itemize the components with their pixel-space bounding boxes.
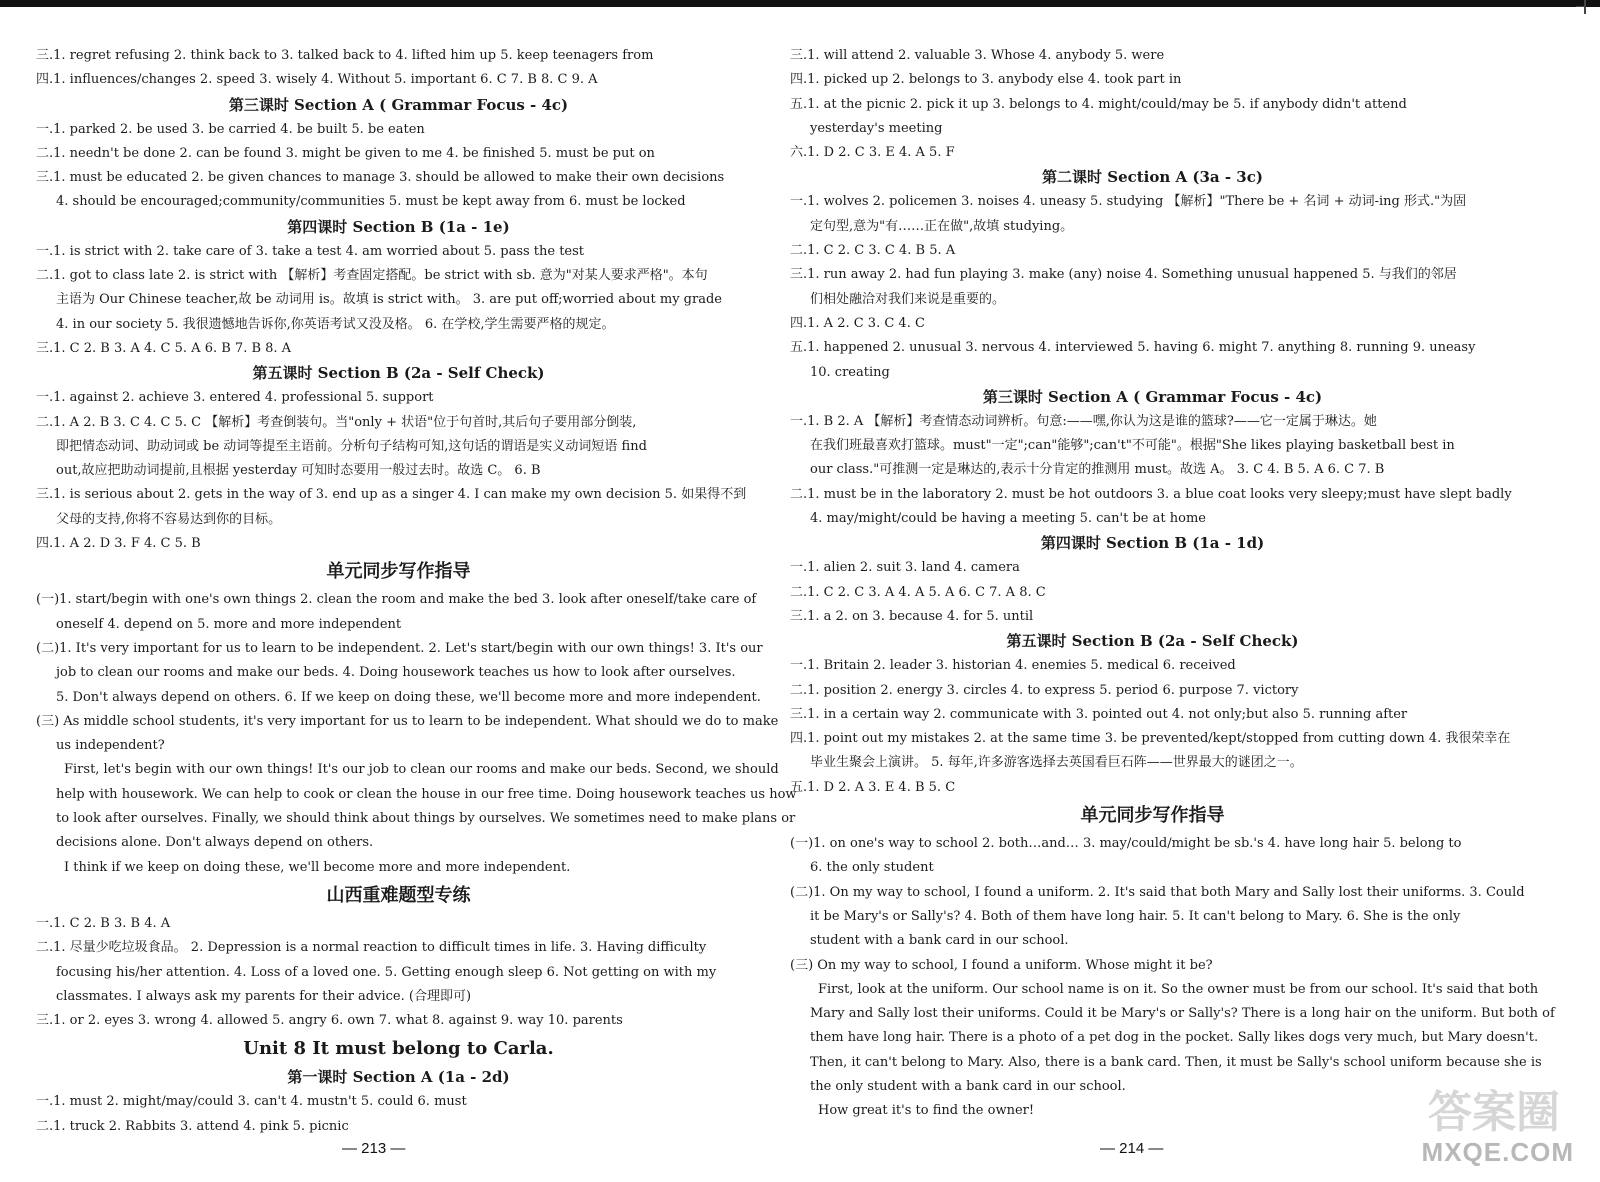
answer-line: 一.1. C 2. B 3. B 4. A — [36, 915, 171, 931]
answer-line: 4. should be encouraged;community/communities 5. must be kept away from 6. must be locked — [56, 194, 686, 210]
lesson-heading: 第四课时 Section B (1a - 1e) — [287, 217, 510, 236]
answer-line: them have long hair. There is a photo of a pet dog in the pocket. Sally likes dogs very much, but Mary doesn't. — [810, 1030, 1539, 1046]
answer-line: 六.1. D 2. C 3. E 4. A 5. F — [790, 145, 955, 161]
answer-line: decisions alone. Don't always depend on others. — [56, 835, 374, 851]
answer-line: 父母的支持,你将不容易达到你的目标。 — [56, 511, 282, 527]
answer-line: yesterday's meeting — [810, 120, 943, 136]
lesson-heading: 第四课时 Section B (1a - 1d) — [1040, 534, 1265, 553]
section-heading: Unit 8 It must belong to Carla. — [243, 1038, 554, 1060]
answer-line: 定句型,意为"有……正在做",故填 studying。 — [810, 218, 1074, 234]
answer-line: 四.1. influences/changes 2. speed 3. wisely 4. Without 5. important 6. C 7. B 8. C 9. A — [36, 72, 598, 88]
answer-line: 一.1. Britain 2. leader 3. historian 4. enemies 5. medical 6. received — [790, 658, 1236, 674]
answer-line: 一.1. wolves 2. policemen 3. noises 4. uneasy 5. studying 【解析】"There be + 名词 + 动词-ing 形式."为固 — [790, 194, 1467, 210]
answer-line: 二.1. C 2. C 3. A 4. A 5. A 6. C 7. A 8. C — [790, 584, 1046, 600]
answer-line: 即把情态动词、助动词或 be 动词等提至主语前。分析句子结构可知,这句话的谓语是实义动词短语 find — [56, 438, 647, 454]
answer-line: (三) As middle school students, it's very important for us to learn to be independent. What should we do to make — [36, 713, 779, 729]
answer-line: 5. Don't always depend on others. 6. If we keep on doing these, we'll become more and more independent. — [56, 689, 761, 705]
answer-line: it be Mary's or Sally's? 4. Both of them have long hair. 5. It can't belong to Mary. 6. She is the only — [810, 908, 1461, 924]
lesson-heading: 第五课时 Section B (2a - Self Check) — [1006, 632, 1299, 651]
answer-line: 10. creating — [810, 364, 890, 380]
section-heading: 山西重难题型专练 — [326, 884, 471, 906]
answer-line: job to clean our rooms and make our beds. 4. Doing housework teaches us how to look after ourselves. — [56, 665, 736, 681]
answer-line: 二.1. C 2. C 3. C 4. B 5. A — [790, 243, 956, 259]
answer-line: 4. may/might/could be having a meeting 5. can't be at home — [810, 511, 1206, 527]
answer-line: student with a bank card in our school. — [810, 933, 1069, 949]
answer-line: 一.1. alien 2. suit 3. land 4. camera — [790, 560, 1020, 576]
answer-line: classmates. I always ask my parents for their advice. (合理即可) — [56, 988, 472, 1004]
answer-line: 二.1. got to class late 2. is strict with 【解析】考查固定搭配。be strict with sb. 意为"对某人要求严格"。本句 — [36, 268, 708, 284]
answer-line: 6. the only student — [810, 860, 934, 876]
answer-line: 毕业生聚会上演讲。 5. 每年,许多游客选择去英国看巨石阵——世界最大的谜团之一。 — [810, 755, 1303, 771]
answer-line: (三) On my way to school, I found a uniform. Whose might it be? — [790, 957, 1213, 973]
answer-line: Then, it can't belong to Mary. Also, there is a bank card. Then, it must be Sally's school uniform because she is — [810, 1054, 1542, 1070]
answer-line: 三.1. C 2. B 3. A 4. C 5. A 6. B 7. B 8. A — [36, 340, 292, 356]
answer-line: 五.1. at the picnic 2. pick it up 3. belongs to 4. might/could/may be 5. if anybody didn't attend — [790, 96, 1407, 112]
answer-line: 一.1. must 2. might/may/could 3. can't 4. mustn't 5. could 6. must — [36, 1094, 467, 1110]
top-border — [0, 0, 1600, 7]
answer-line: 三.1. in a certain way 2. communicate with 3. pointed out 4. not only;but also 5. running after — [790, 706, 1408, 722]
left-page-column — [36, 44, 797, 1134]
answer-line: 一.1. is strict with 2. take care of 3. take a test 4. am worried about 5. pass the test — [36, 243, 585, 259]
answer-line: 一.1. B 2. A 【解析】考查情态动词辨析。句意:——嘿,你认为这是谁的篮球?——它一定属于琳达。她 — [790, 413, 1377, 429]
answer-line: 五.1. D 2. A 3. E 4. B 5. C — [790, 779, 956, 795]
page-number-left: — 213 — — [342, 1140, 406, 1157]
crop-mark — [1584, 0, 1586, 14]
answer-line: (一)1. start/begin with one's own things 2. clean the room and make the bed 3. look after oneself/take care of — [36, 592, 757, 608]
answer-line: 主语为 Our Chinese teacher,故 be 动词用 is。故填 is strict with。 3. are put off;worried about my grade — [56, 292, 722, 308]
answer-line: 三.1. run away 2. had fun playing 3. make (any) noise 4. Something unusual happened 5. 与我们的邻居 — [790, 267, 1457, 283]
answer-line: Mary and Sally lost their uniforms. Could it be Mary's or Sally's? There is a long hair on the uniform. But both of — [810, 1006, 1555, 1022]
answer-line: 4. in our society 5. 我很遗憾地告诉你,你英语考试又没及格。 6. 在学校,学生需要严格的规定。 — [56, 316, 615, 332]
section-heading: 单元同步写作指导 — [326, 561, 471, 583]
lesson-heading: 第二课时 Section A (3a - 3c) — [1042, 168, 1263, 187]
answer-line: 二.1. needn't be done 2. can be found 3. might be given to me 4. be finished 5. must be put on — [36, 145, 655, 161]
answer-line: 四.1. A 2. C 3. C 4. C — [790, 315, 925, 331]
answer-line: our class."可推测一定是琳达的,表示十分肯定的推测用 must。故选 A。 3. C 4. B 5. A 6. C 7. B — [810, 462, 1385, 478]
answer-line: 三.1. a 2. on 3. because 4. for 5. until — [790, 608, 1034, 624]
answer-line: First, look at the uniform. Our school name is on it. So the owner must be from our school. It's said that both — [818, 981, 1539, 997]
answer-line: help with housework. We can help to cook or clean the house in our free time. Doing housework teaches us how — [56, 786, 797, 802]
answer-line: (二)1. It's very important for us to learn to be independent. 2. Let's start/begin with our own things! 3. It's our — [36, 640, 763, 656]
answer-line: 四.1. point out my mistakes 2. at the same time 3. be prevented/kept/stopped from cutting down 4. 我很荣幸在 — [790, 731, 1511, 747]
answer-line: How great it's to find the owner! — [818, 1103, 1035, 1119]
watermark-logo: 答案圈 — [1428, 1087, 1560, 1138]
answer-line: 三.1. must be educated 2. be given chances to manage 3. should be allowed to make their own decisions — [36, 170, 725, 186]
answer-line: 五.1. happened 2. unusual 3. nervous 4. interviewed 5. having 6. might 7. anything 8. running 9. uneasy — [790, 340, 1476, 356]
answer-line: (一)1. on one's way to school 2. both…and… 3. may/could/might be sb.'s 4. have long hair 5. belong to — [790, 836, 1462, 852]
lesson-heading: 第三课时 Section A ( Grammar Focus - 4c) — [228, 95, 569, 114]
answer-line: I think if we keep on doing these, we'll become more and more independent. — [64, 859, 571, 875]
answer-line: 二.1. must be in the laboratory 2. must be hot outdoors 3. a blue coat looks very sleepy;must have slept badly — [790, 486, 1512, 502]
answer-line: us independent? — [56, 738, 165, 754]
answer-line: 二.1. A 2. B 3. C 4. C 5. C 【解析】考查倒装句。当"only + 状语"位于句首时,其后句子要用部分倒装, — [36, 414, 637, 430]
page-number-right: — 214 — — [1100, 1140, 1164, 1157]
lesson-heading: 第一课时 Section A (1a - 2d) — [287, 1068, 510, 1087]
answer-line: 二.1. 尽量少吃垃圾食品。 2. Depression is a normal reaction to difficult times in life. 3. Having difficulty — [36, 940, 707, 956]
answer-line: 一.1. parked 2. be used 3. be carried 4. be built 5. be eaten — [36, 121, 425, 137]
answer-line: 三.1. will attend 2. valuable 3. Whose 4. anybody 5. were — [790, 48, 1165, 63]
answer-line: First, let's begin with our own things! It's our job to clean our rooms and make our beds. Second, we should — [64, 762, 779, 778]
lesson-heading: 第五课时 Section B (2a - Self Check) — [252, 364, 545, 383]
answer-line: 三.1. is serious about 2. gets in the way of 3. end up as a singer 4. I can make my own decision 5. 如果得不到 — [36, 487, 747, 503]
watermark-url: MXQE.COM — [1421, 1137, 1574, 1167]
answer-line: 们相处融洽对我们来说是重要的。 — [810, 291, 1006, 307]
lesson-heading: 第三课时 Section A ( Grammar Focus - 4c) — [982, 387, 1323, 406]
answer-line: to look after ourselves. Finally, we should think about things by ourselves. We sometimes need to make plans or — [56, 811, 796, 827]
answer-line: oneself 4. depend on 5. more and more independent — [56, 616, 402, 632]
section-heading: 单元同步写作指导 — [1080, 805, 1225, 827]
answer-line: focusing his/her attention. 4. Loss of a loved one. 5. Getting enough sleep 6. Not getting on with my — [56, 964, 717, 980]
answer-line: 三.1. regret refusing 2. think back to 3. talked back to 4. lifted him up 5. keep teenagers from — [36, 48, 654, 63]
answer-line: (二)1. On my way to school, I found a uniform. 2. It's said that both Mary and Sally lost their uniforms. 3. Could — [790, 884, 1525, 900]
answer-line: 三.1. or 2. eyes 3. wrong 4. allowed 5. angry 6. own 7. what 8. against 9. way 10. parents — [36, 1013, 623, 1029]
answer-line: the only student with a bank card in our school. — [810, 1078, 1126, 1094]
answer-line: out,故应把助动词提前,且根据 yesterday 可知时态要用一般过去时。故选 C。 6. B — [56, 463, 541, 479]
answer-line: 在我们班最喜欢打篮球。must"一定";can"能够";can't"不可能"。根据"She likes playing basketball best in — [810, 438, 1455, 454]
answer-line: 二.1. position 2. energy 3. circles 4. to express 5. period 6. purpose 7. victory — [790, 682, 1299, 698]
answer-line: 二.1. truck 2. Rabbits 3. attend 4. pink 5. picnic — [36, 1118, 349, 1134]
crop-mark — [1576, 6, 1586, 7]
answer-line: 四.1. picked up 2. belongs to 3. anybody else 4. took part in — [790, 72, 1182, 88]
answer-line: 四.1. A 2. D 3. F 4. C 5. B — [36, 536, 201, 552]
answer-line: 一.1. against 2. achieve 3. entered 4. professional 5. support — [36, 390, 434, 406]
